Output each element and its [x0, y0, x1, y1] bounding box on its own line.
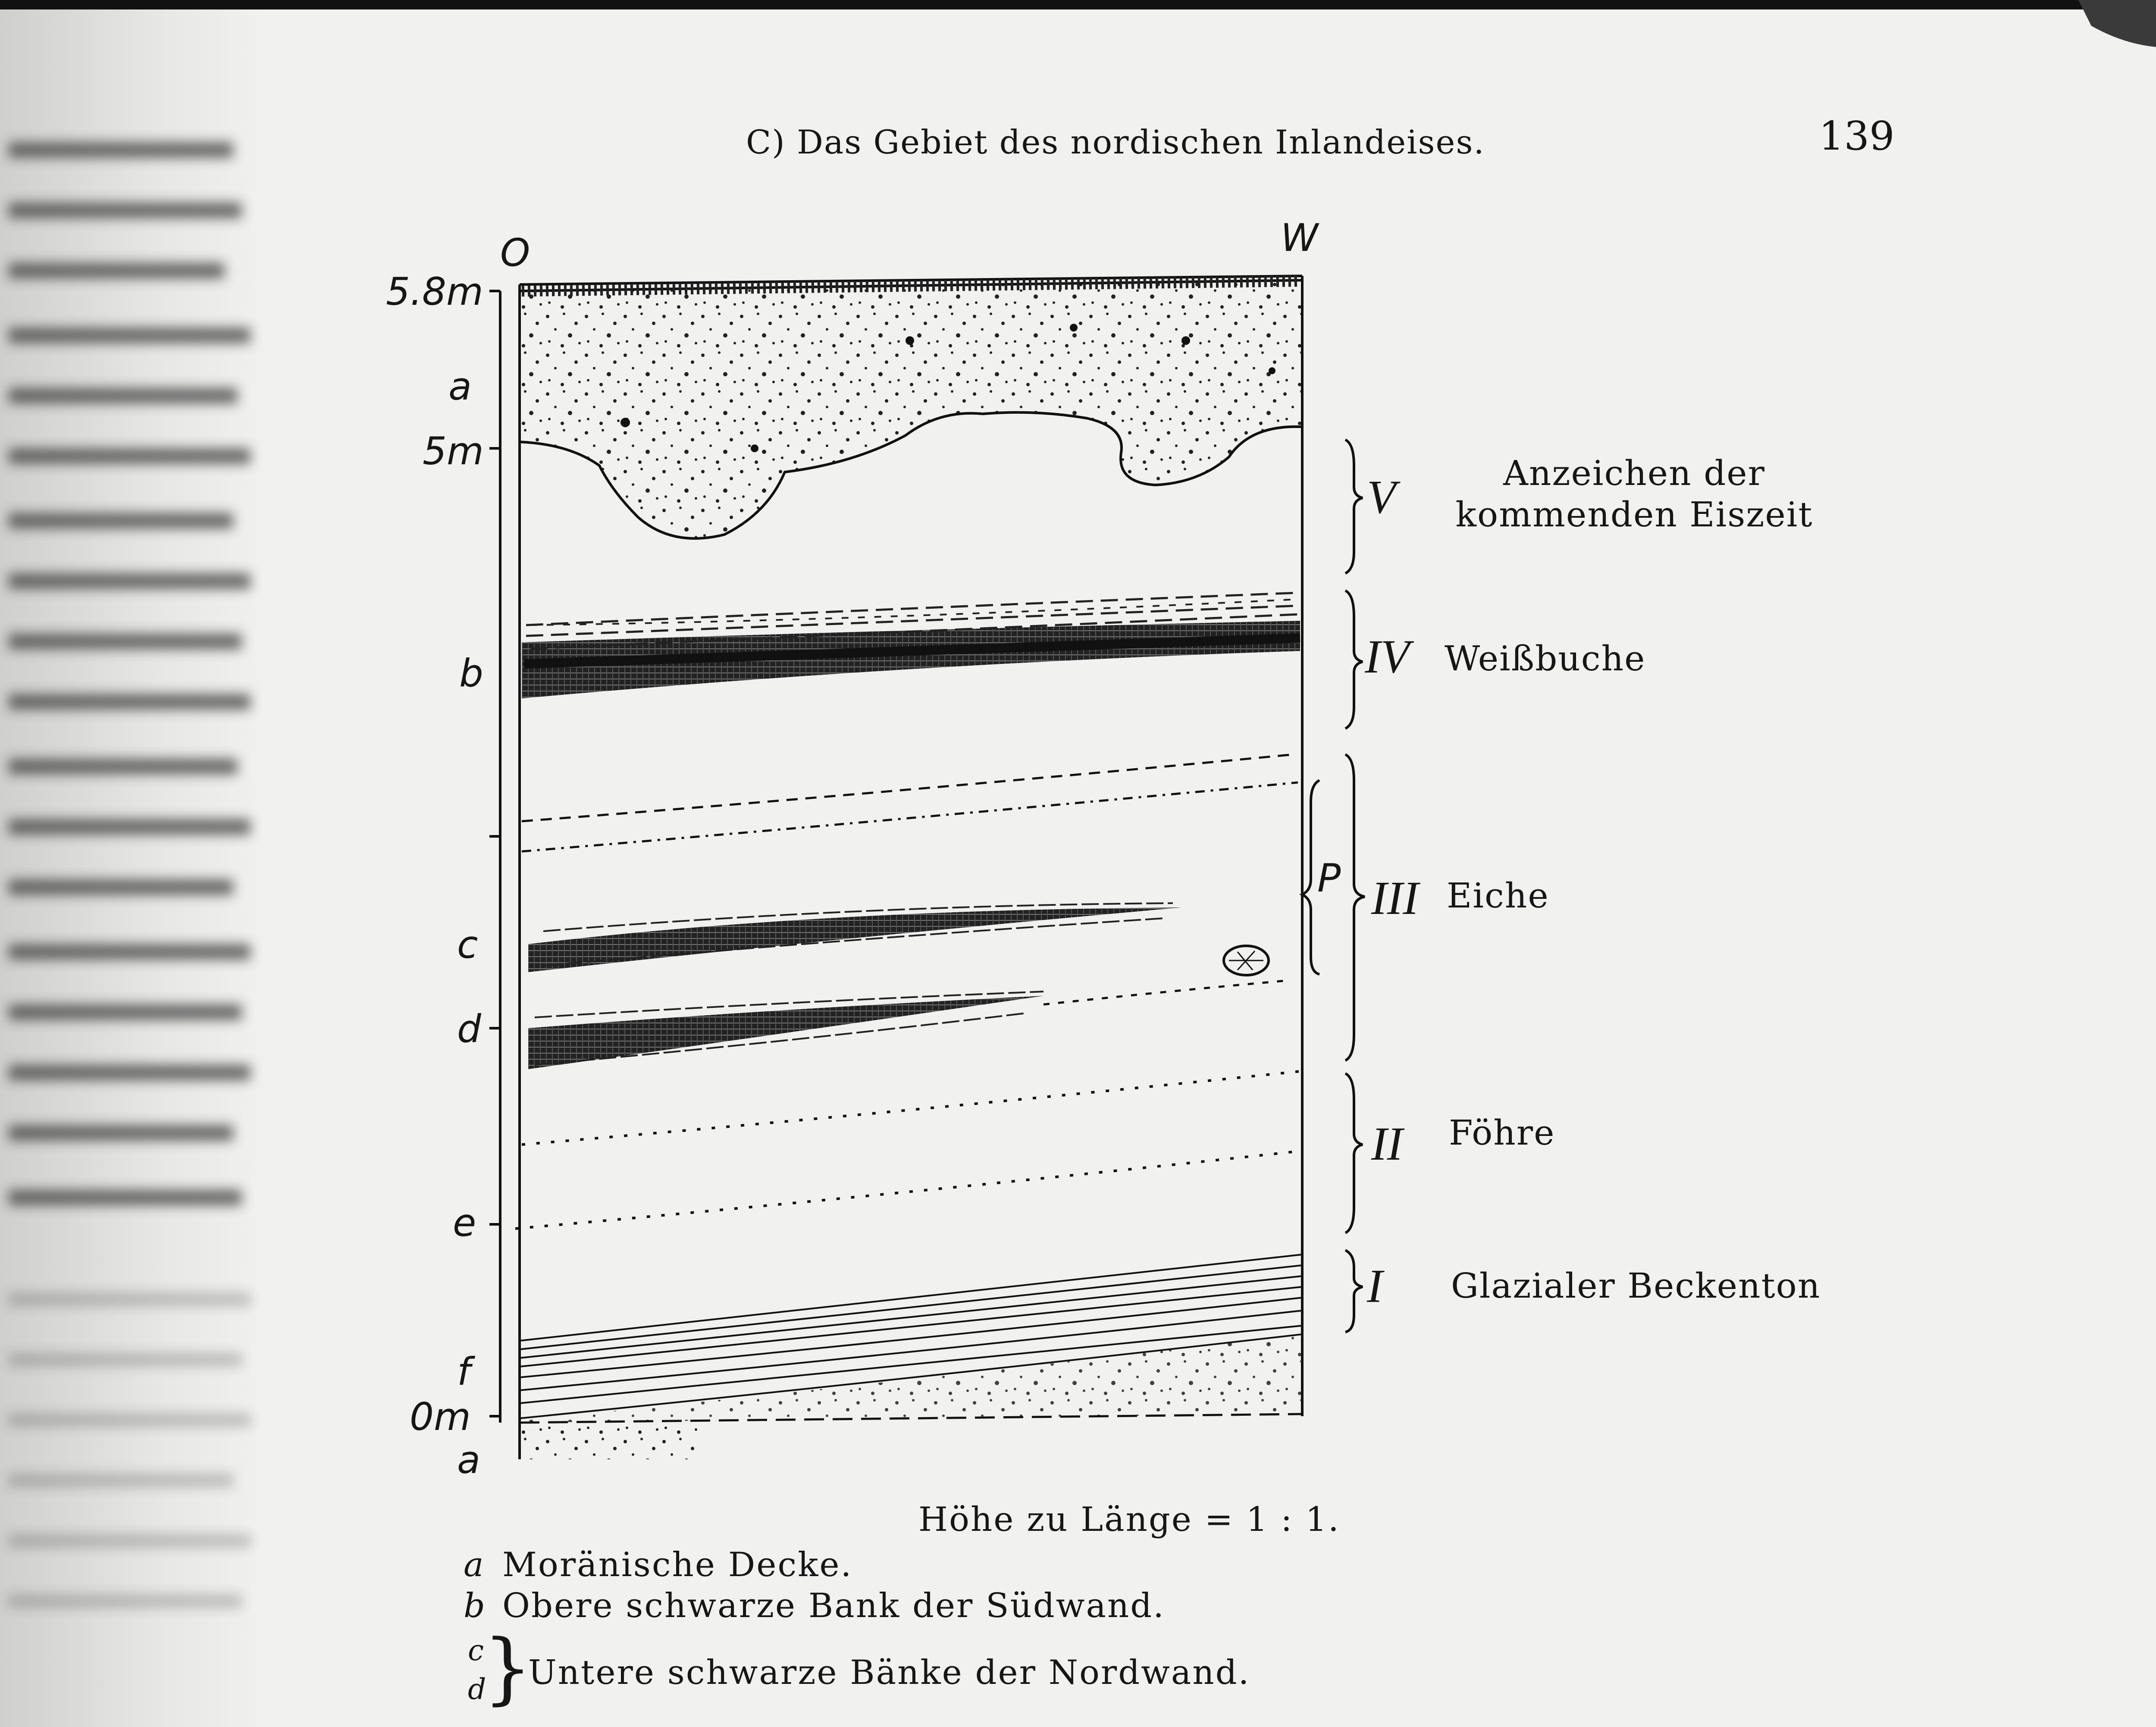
pollen-zone-p-label: P [1317, 856, 1341, 901]
zone-numeral-iii: III [1371, 872, 1419, 924]
height-mark-5m: 5m [423, 429, 484, 473]
band-d-dashed-extension [1044, 981, 1285, 1004]
moraine-below-zero [520, 1425, 701, 1459]
zone-label-ii: Föhre [1449, 1113, 1555, 1153]
legend-key-c: c [468, 1634, 485, 1667]
legend-key-d: d [468, 1673, 488, 1706]
layer-mark-d: d [457, 1007, 481, 1051]
layer-mark-c: c [457, 923, 478, 967]
height-mark-5.8m: 5.8m [386, 269, 483, 314]
legend-cd-brace: } [483, 1623, 533, 1713]
zone-numeral-ii: II [1371, 1117, 1403, 1170]
zone-ii-dotted-lines [515, 1071, 1300, 1229]
scale-caption: Höhe zu Länge = 1 : 1. [918, 1500, 1340, 1539]
direction-west-label: W [1281, 216, 1319, 260]
legend-text-a: Moränische Decke. [502, 1546, 853, 1584]
height-mark-0m: 0m [410, 1395, 471, 1439]
moraine-cover-top [520, 280, 1302, 538]
zone-label-iii: Eiche [1447, 876, 1549, 916]
layer-mark-f: f [457, 1349, 470, 1394]
zone-label-i: Glazialer Beckenton [1451, 1266, 1821, 1306]
page-number: 139 [1819, 113, 1895, 159]
zone-numeral-i: I [1367, 1260, 1383, 1312]
zone-numeral-iv: IV [1365, 630, 1410, 683]
zone-label-iv: Weißbuche [1445, 638, 1646, 679]
legend-item-a [464, 1546, 852, 1584]
zone-iii-dashed-lines [522, 754, 1298, 851]
legend-text-cd: Untere schwarze Bänke der Nordwand. [528, 1653, 1250, 1692]
direction-east-label: O [500, 231, 530, 275]
legend-item-b [464, 1586, 1165, 1625]
legend-key-b: b [464, 1586, 486, 1625]
running-header: C) Das Gebiet des nordischen Inlandeises. [746, 123, 1485, 161]
layer-mark-a-bottom: a [457, 1438, 480, 1482]
zone-numeral-v: V [1367, 471, 1396, 523]
layer-mark-e: e [453, 1201, 476, 1245]
layer-mark-a-top: a [448, 364, 472, 409]
legend-key-a: a [464, 1546, 485, 1584]
height-axis [489, 291, 500, 1423]
layer-mark-b: b [459, 651, 483, 695]
zone-label-v: Anzeichen der kommenden Eiszeit [1455, 453, 1813, 535]
fossil-ellipse [1224, 946, 1269, 975]
legend-text-b: Obere schwarze Bank der Südwand. [502, 1586, 1165, 1625]
